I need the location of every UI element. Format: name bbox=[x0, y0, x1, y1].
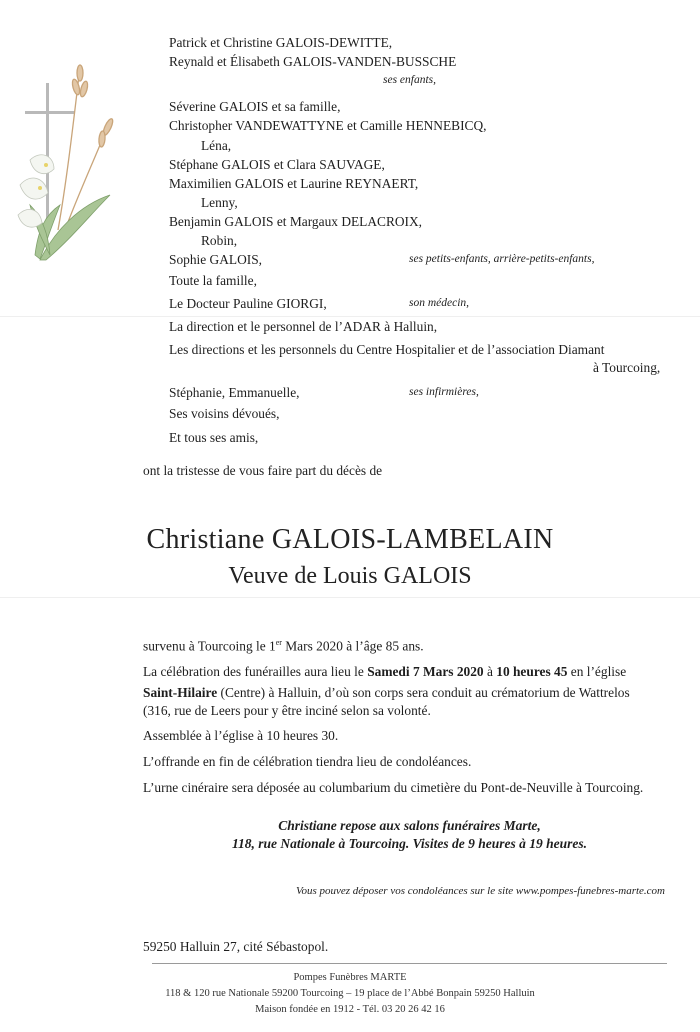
death-text-end: Mars 2020 à l’âge 85 ans. bbox=[281, 638, 424, 654]
family-line: Patrick et Christine GALOIS-DEWITTE, bbox=[169, 35, 393, 50]
family-line: Toute la famille, bbox=[169, 273, 257, 288]
ceremony-text: en l’église bbox=[567, 664, 627, 679]
family-line: Stéphanie, Emmanuelle, bbox=[169, 385, 300, 400]
ceremony-line-1 bbox=[143, 664, 663, 680]
wheat-icon bbox=[58, 65, 115, 230]
intro-text: ont la tristesse de vous faire part du décès de bbox=[143, 463, 383, 478]
footer-founded: Maison fondée en 1912 - Tél. 03 20 26 42 16 bbox=[255, 1004, 445, 1015]
family-line: La direction et le personnel de l’ADAR à Halluin, bbox=[169, 319, 438, 334]
ceremony-time: 10 heures 45 bbox=[496, 664, 568, 679]
cross-lily-illustration bbox=[10, 55, 125, 270]
gathering-text: Assemblée à l’église à 10 heures 30. bbox=[143, 728, 339, 743]
deceased-subtitle: Veuve de Louis GALOIS bbox=[228, 563, 472, 589]
family-line: Stéphane GALOIS et Clara SAUVAGE, bbox=[169, 157, 385, 172]
scan-line bbox=[0, 316, 700, 317]
family-line: Reynald et Élisabeth GALOIS-VANDEN-BUSSCHE bbox=[169, 54, 457, 69]
family-line: Les directions et les personnels du Centre Hospitalier et de l’association Diamant bbox=[169, 342, 605, 357]
lily-leaves-icon bbox=[30, 195, 110, 260]
condolences-text: Vous pouvez déposer vos condoléances sur le site www.pompes-funebres-marte.com bbox=[295, 885, 665, 897]
footer-divider bbox=[152, 963, 667, 964]
family-line: Le Docteur Pauline GIORGI, bbox=[169, 296, 327, 311]
death-notice bbox=[143, 638, 424, 654]
family-line: Christopher VANDEWATTYNE et Camille HENNEBICQ, bbox=[169, 118, 487, 133]
role-label: son médecin, bbox=[409, 297, 470, 309]
urn-text: L’urne cinéraire sera déposée au columbarium du cimetière du Pont-de-Neuville à Tourcoing. bbox=[143, 780, 644, 795]
family-line: Séverine GALOIS et sa famille, bbox=[169, 99, 341, 114]
ceremony-text: à bbox=[483, 664, 497, 679]
footer-company-name: Pompes Funèbres MARTE bbox=[293, 972, 407, 983]
repose-line-2: 118, rue Nationale à Tourcoing. Visites de 9 heures à 19 heures. bbox=[231, 836, 588, 851]
ceremony-text: La célébration des funérailles aura lieu le bbox=[143, 664, 368, 679]
family-line: Léna, bbox=[201, 138, 232, 153]
deceased-name: Christiane GALOIS-LAMBELAIN bbox=[146, 524, 554, 555]
role-label: ses infirmières, bbox=[409, 386, 479, 398]
ceremony-line-2 bbox=[143, 685, 630, 701]
family-line: à Tourcoing, bbox=[593, 360, 661, 375]
repose-line-1: Christiane repose aux salons funéraires Marte, bbox=[278, 818, 541, 833]
death-superscript: er bbox=[275, 638, 282, 647]
offering-text: L’offrande en fin de célébration tiendra lieu de condoléances. bbox=[143, 754, 472, 769]
family-line: Ses voisins dévoués, bbox=[169, 406, 280, 421]
family-line: Et tous ses amis, bbox=[169, 430, 259, 445]
death-text: survenu à Tourcoing le 1 bbox=[143, 638, 276, 654]
family-line: Maximilien GALOIS et Laurine REYNAERT, bbox=[169, 176, 419, 191]
ceremony-date: Samedi 7 Mars 2020 bbox=[367, 664, 484, 679]
family-line: Sophie GALOIS, bbox=[169, 252, 262, 267]
role-label: ses petits-enfants, arrière-petits-enfants, bbox=[409, 253, 595, 265]
footer-address: 118 & 120 rue Nationale 59200 Tourcoing – 19 place de l’Abbé Bonpain 59250 Halluin bbox=[165, 988, 535, 999]
role-label: ses enfants, bbox=[383, 74, 437, 86]
ceremony-text: (Centre) à Halluin, d’où son corps sera conduit au crématorium de Wattrelos bbox=[217, 685, 630, 700]
church-name: Saint-Hilaire bbox=[143, 685, 218, 700]
ceremony-line-3: (316, rue de Leers pour y être inciné selon sa volonté. bbox=[143, 703, 431, 718]
family-address: 59250 Halluin 27, cité Sébastopol. bbox=[143, 939, 329, 954]
family-line: Benjamin GALOIS et Margaux DELACROIX, bbox=[169, 214, 423, 229]
family-line: Lenny, bbox=[201, 195, 238, 210]
scan-line bbox=[0, 597, 700, 598]
family-line: Robin, bbox=[201, 233, 238, 248]
